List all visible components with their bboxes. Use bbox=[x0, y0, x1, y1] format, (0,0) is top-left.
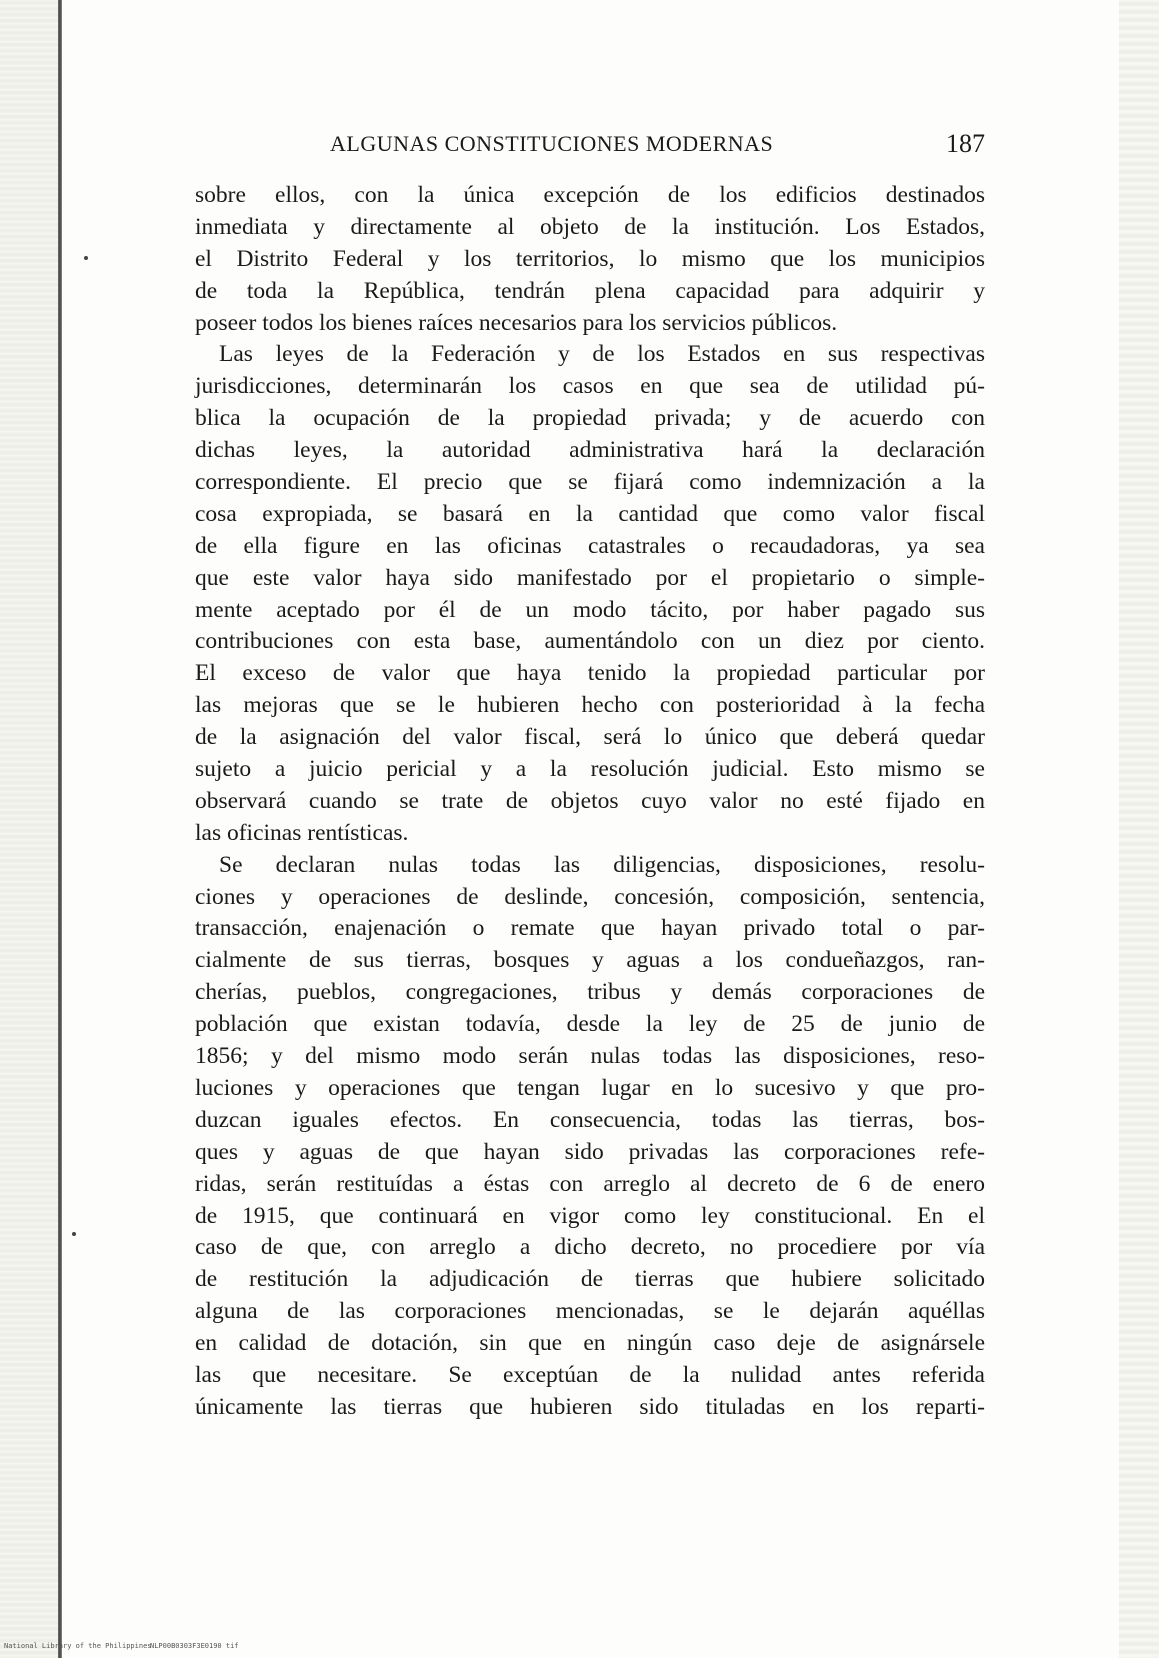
text-line: blica la ocupación de la propiedad privada; y de acuerdo con bbox=[195, 405, 985, 432]
text-line: El exceso de valor que haya tenido la propiedad particular por bbox=[195, 660, 985, 687]
text-line: las mejoras que se le hubieren hecho con posterioridad à la fecha bbox=[195, 692, 985, 719]
body-text bbox=[195, 180, 985, 1424]
text-line: de 1915, que continuará en vigor como ley constitucional. En el bbox=[195, 1202, 985, 1229]
text-line: que este valor haya sido manifestado por el propietario o simple- bbox=[195, 564, 985, 591]
binding-shadow bbox=[0, 0, 58, 1658]
text-line: las oficinas rentísticas. bbox=[195, 819, 409, 846]
text-line: luciones y operaciones que tengan lugar en lo sucesivo y que pro- bbox=[195, 1074, 985, 1101]
text-line: de ella figure en las oficinas catastrales o recaudadoras, ya sea bbox=[195, 532, 985, 559]
page-number: 187 bbox=[946, 129, 985, 158]
text-line: cherías, pueblos, congregaciones, tribus y demás corporaciones de bbox=[195, 979, 985, 1006]
text-line: sobre ellos, con la única excepción de los edificios destinados bbox=[195, 182, 985, 208]
text-line: Las leyes de la Federación y de los Estados en sus respectivas bbox=[219, 341, 985, 368]
page-edge-right bbox=[1119, 0, 1159, 1658]
text-line: ques y aguas de que hayan sido privadas las corporaciones refe- bbox=[195, 1138, 985, 1165]
text-line: cialmente de sus tierras, bosques y aguas a los condueñazgos, ran- bbox=[195, 947, 985, 974]
running-title: ALGUNAS CONSTITUCIONES MODERNAS bbox=[330, 131, 774, 156]
text-line: Se declaran nulas todas las diligencias, disposiciones, resolu- bbox=[219, 851, 985, 878]
text-line: cosa expropiada, se basará en la cantidad que como valor fiscal bbox=[195, 500, 985, 527]
footer-file-id: NLP00B0303F3E0190 tif bbox=[150, 1642, 239, 1650]
text-line: de restitución la adjudicación de tierras que hubiere solicitado bbox=[195, 1266, 985, 1293]
text-line: población que existan todavía, desde la ley de 25 de junio de bbox=[195, 1011, 985, 1038]
scan-speck bbox=[84, 256, 88, 260]
text-line: contribuciones con esta base, aumentándolo con un diez por ciento. bbox=[195, 628, 985, 655]
text-line: 1856; y del mismo modo serán nulas todas las disposiciones, reso- bbox=[195, 1043, 985, 1070]
text-line: el Distrito Federal y los territorios, lo mismo que los municipios bbox=[195, 245, 985, 272]
text-line: jurisdicciones, determinarán los casos en que sea de utilidad pú- bbox=[195, 373, 985, 400]
text-line: inmediata y directamente al objeto de la institución. Los Estados, bbox=[195, 213, 985, 240]
text-line: de la asignación del valor fiscal, será lo único que deberá quedar bbox=[195, 724, 985, 751]
text-line: las que necesitare. Se exceptúan de la nulidad antes referida bbox=[195, 1361, 985, 1388]
text-line: sujeto a juicio pericial y a la resolución judicial. Esto mismo se bbox=[195, 756, 985, 783]
text-line: ridas, serán restituídas a éstas con arreglo al decreto de 6 de enero bbox=[195, 1170, 985, 1197]
text-line: observará cuando se trate de objetos cuyo valor no esté fijado en bbox=[195, 787, 985, 814]
text-line: ciones y operaciones de deslinde, concesión, composición, sentencia, bbox=[195, 883, 985, 910]
text-line: correspondiente. El precio que se fijará como indemnización a la bbox=[195, 469, 985, 496]
text-line: en calidad de dotación, sin que en ningún caso deje de asignársele bbox=[195, 1330, 985, 1357]
text-line: únicamente las tierras que hubieren sido tituladas en los reparti- bbox=[195, 1393, 985, 1420]
footer-library-credit: National Library of the Philippines bbox=[4, 1642, 152, 1650]
scan-speck bbox=[72, 1232, 76, 1236]
text-line: mente aceptado por él de un modo tácito, por haber pagado sus bbox=[195, 596, 985, 623]
text-line: alguna de las corporaciones mencionadas, se le dejarán aquéllas bbox=[195, 1298, 985, 1325]
binding-edge bbox=[58, 0, 62, 1658]
text-line: dichas leyes, la autoridad administrativa hará la declaración bbox=[195, 437, 985, 464]
text-line: duzcan iguales efectos. En consecuencia, todas las tierras, bos- bbox=[195, 1106, 985, 1133]
running-head bbox=[195, 124, 985, 164]
text-line: transacción, enajenación o remate que hayan privado total o par- bbox=[195, 915, 985, 942]
text-line: caso de que, con arreglo a dicho decreto, no procediere por vía bbox=[195, 1234, 985, 1261]
text-line: poseer todos los bienes raíces necesarios para los servicios públicos. bbox=[195, 309, 838, 336]
text-line: de toda la República, tendrán plena capacidad para adquirir y bbox=[195, 277, 985, 304]
